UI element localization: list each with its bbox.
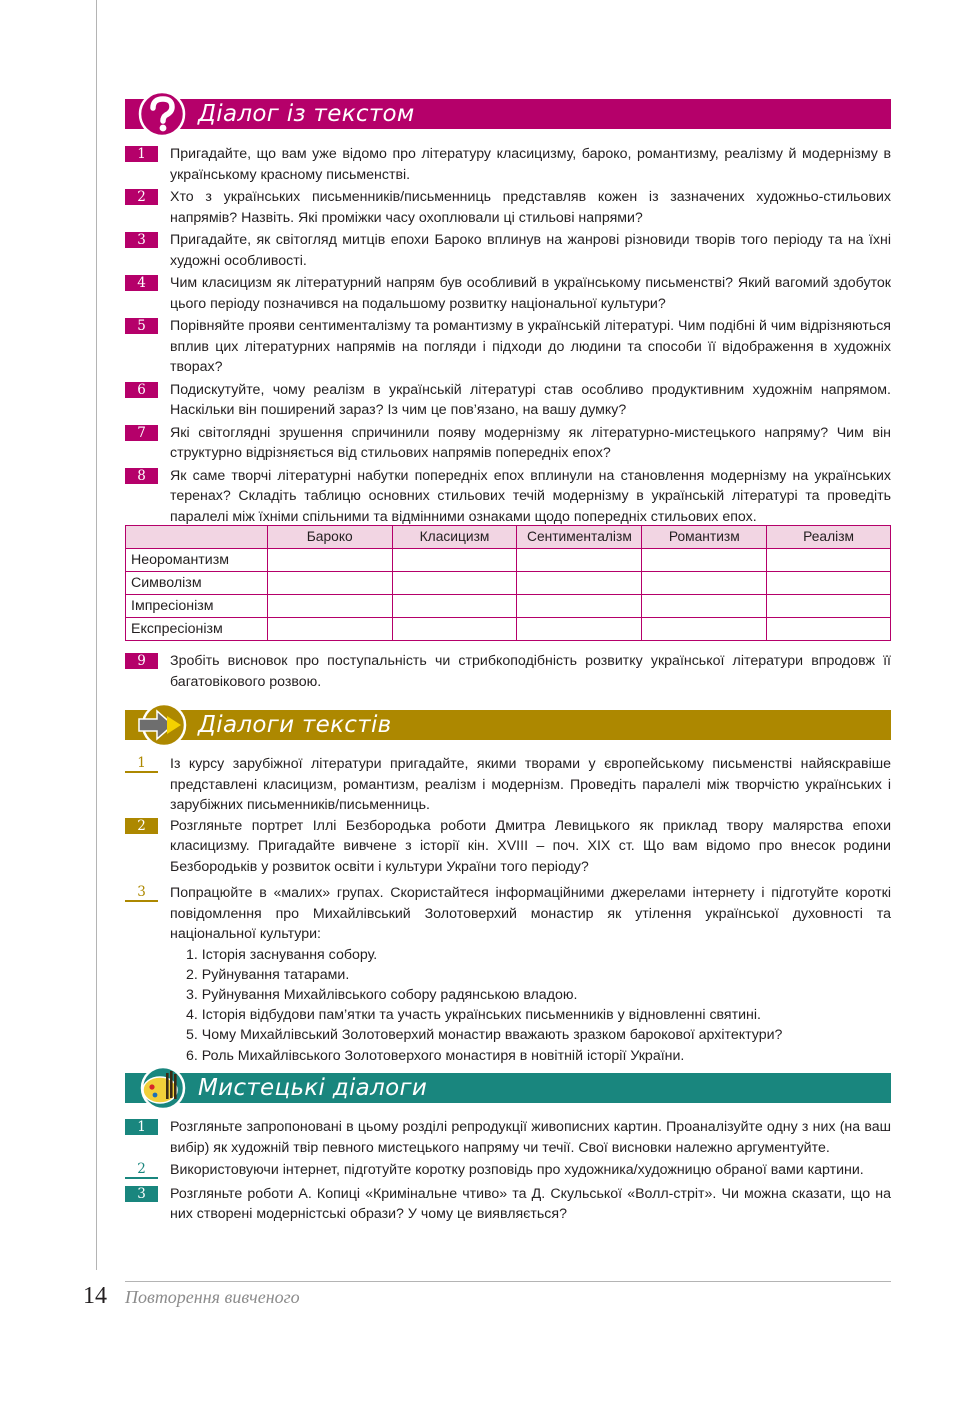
list-item bbox=[125, 144, 891, 185]
item-text: Із курсу зарубіжної літератури пригадайте, якими творами у європейському письменстві найяскравіше представлені класицизм, романтизм, реалізм і модернізм. Проведіть паралелі між творчістю українських і зарубіжних письменників/письменниць. bbox=[170, 756, 891, 813]
list-item bbox=[125, 754, 891, 816]
table-cell bbox=[642, 595, 767, 618]
table-row bbox=[126, 618, 891, 641]
item-text: Використовуючи інтернет, підготуйте коротку розповідь про художника/художницю обраної вами картини. bbox=[170, 1162, 864, 1178]
table-cell bbox=[642, 549, 767, 572]
table-header-cell bbox=[126, 526, 268, 549]
table-cell bbox=[267, 549, 392, 572]
sub-list-item: 2. Руйнування татарами. bbox=[186, 966, 350, 983]
item-text: Пригадайте, що вам уже відомо про літературу класицизму, бароко, романтизму, реалізму й модернізму в українському красному письменстві. bbox=[170, 146, 891, 183]
section3-items bbox=[125, 1117, 891, 1225]
item-number: 2 bbox=[125, 1161, 158, 1179]
sub-list bbox=[170, 945, 891, 1066]
item-number: 4 bbox=[125, 275, 158, 291]
table-row-label: Експресіонізм bbox=[126, 618, 268, 641]
table-cell bbox=[642, 572, 767, 595]
page-number: 14 bbox=[83, 1283, 107, 1309]
table-header-cell: Сентименталізм bbox=[517, 526, 642, 549]
list-item bbox=[125, 1117, 891, 1158]
section-header-art-dialogs bbox=[125, 1073, 891, 1103]
list-item bbox=[125, 1184, 891, 1225]
item-text: Попрацюйте в «малих» групах. Скористайтеся інформаційними джерелами інтернету і підготуйте короткі повідомлення про Михайлівський Золотоверхий монастир як утілення української духовності та національної культури: bbox=[170, 885, 891, 942]
page-margin-line bbox=[96, 0, 97, 1270]
item-text: Подискутуйте, чому реалізм в українській літературі став особливо продуктивним художнім напрямом. Наскільки він поширений зараз? Із чим це пов’язано, на вашу думку? bbox=[170, 381, 891, 418]
table-cell bbox=[392, 595, 517, 618]
section-title: Діалоги текстів bbox=[198, 712, 392, 738]
section-header-dialogs-of-texts bbox=[125, 710, 891, 740]
palette-brushes-icon bbox=[137, 1065, 189, 1111]
list-item bbox=[125, 316, 891, 378]
section-title: Мистецькі діалоги bbox=[198, 1075, 428, 1101]
table-row-label: Неоромантизм bbox=[126, 549, 268, 572]
table-cell bbox=[767, 549, 891, 572]
table-cell bbox=[267, 618, 392, 641]
list-item bbox=[125, 187, 891, 228]
table-row bbox=[126, 595, 891, 618]
table-header-row bbox=[126, 526, 891, 549]
table-cell bbox=[517, 572, 642, 595]
arrows-dialog-icon bbox=[137, 702, 189, 748]
table-cell bbox=[517, 549, 642, 572]
table-cell bbox=[642, 618, 767, 641]
table-cell bbox=[767, 595, 891, 618]
table-cell bbox=[767, 572, 891, 595]
table-row-label: Імпресіонізм bbox=[126, 595, 268, 618]
table-cell bbox=[392, 549, 517, 572]
list-item bbox=[125, 380, 891, 421]
item-text: Пригадайте, як світогляд митців епохи Бароко вплинув на жанрові різновиди творів того періоду та на їхні художні особливості. bbox=[170, 232, 891, 269]
section-header-dialog-with-text bbox=[125, 99, 891, 129]
table-row bbox=[126, 549, 891, 572]
item-number: 9 bbox=[125, 653, 158, 669]
item-text: Розгляньте роботи А. Копиці «Кримінальне чтиво» та Д. Скульської «Волл-стріт». Чи можна сказати, що на них створені модерністські образи? У чому це виявляється? bbox=[170, 1185, 891, 1222]
styles-comparison-table bbox=[125, 525, 891, 641]
item-number: 1 bbox=[125, 755, 158, 773]
item-text: Чим класицизм як літературний напрям був особливий в українському письменстві? Який вагомий здобуток цього періоду позначився на подальшому розвитку національної культури? bbox=[170, 275, 891, 312]
item-text: Які світоглядні зрушення спричинили появу модернізму як літературно-мистецького напряму? Чим він структурно відрізняється від стильових напрямів попередніх епох? bbox=[170, 424, 891, 461]
item-text: Порівняйте прояви сентименталізму та романтизму в українській літературі. Чим подібні й чим відрізняються вплив цих літературних напрямів на погляди і підходи до людини та способи її відображення в художніх творах? bbox=[170, 318, 891, 375]
table-cell bbox=[267, 595, 392, 618]
item-number: 3 bbox=[125, 232, 158, 248]
item-text: Хто з українських письменників/письменниць представляв кожен із зазначених художньо-стильових напрямів? Назвіть. Які проміжки часу охоплювали ці стильові напрями? bbox=[170, 189, 891, 226]
sub-list-item: 5. Чому Михайлівський Золотоверхий монастир вважають зразком барокової архітектури? bbox=[186, 1027, 783, 1044]
table-header-cell: Класицизм bbox=[392, 526, 517, 549]
section2-items bbox=[125, 754, 891, 1066]
table-row-label: Символізм bbox=[126, 572, 268, 595]
footer-section-title: Повторення вивченого bbox=[125, 1287, 300, 1307]
item-number: 1 bbox=[125, 1119, 158, 1135]
question-mark-icon bbox=[137, 91, 189, 137]
footer-divider bbox=[125, 1281, 891, 1282]
list-item bbox=[125, 883, 891, 1066]
table-header-cell: Романтизм bbox=[642, 526, 767, 549]
item-text: Розгляньте запропоновані в цьому розділі репродукції живописних картин. Проаналізуйте одну з них (на ваш вибір) як художній твір певного мистецького напряму чи течії. Свої висновки належно аргументуйте. bbox=[170, 1119, 891, 1156]
list-item bbox=[125, 651, 891, 692]
sub-list-item: 6. Роль Михайлівського Золотоверхого монастиря в новітній історії України. bbox=[186, 1047, 685, 1064]
item-text: Як саме творчі літературні набутки попередніх епох вплинули на становлення модернізму на українських теренах? Складіть таблицю основних стильових течій модернізму в українській літературі та проведіть паралелі між їхніми спільними та відмінними ознаками щодо попередніх стильових епох. bbox=[170, 467, 891, 525]
item-number: 5 bbox=[125, 318, 158, 334]
table-cell bbox=[767, 618, 891, 641]
sub-list-item: 1. Історія заснування собору. bbox=[186, 946, 378, 963]
item-number: 2 bbox=[125, 189, 158, 205]
item-number: 6 bbox=[125, 382, 158, 398]
item-number: 3 bbox=[125, 1186, 158, 1202]
section1-items bbox=[125, 144, 891, 527]
table-header-cell: Бароко bbox=[267, 526, 392, 549]
item-text: Зробіть висновок про поступальність чи стрибкоподібність розвитку української літератури впродовж її багатовікового розвою. bbox=[170, 653, 891, 690]
list-item bbox=[125, 273, 891, 314]
item-number: 8 bbox=[125, 468, 158, 484]
table-cell bbox=[392, 572, 517, 595]
table-header-cell: Реалізм bbox=[767, 526, 891, 549]
section-title: Діалог із текстом bbox=[198, 101, 415, 127]
item-number: 2 bbox=[125, 818, 158, 834]
item-number: 3 bbox=[125, 884, 158, 902]
section1-conclusion bbox=[125, 651, 891, 692]
sub-list-item: 3. Руйнування Михайлівського собору радянською владою. bbox=[186, 986, 578, 1003]
table-cell bbox=[392, 618, 517, 641]
table-cell bbox=[267, 572, 392, 595]
item-text: Розгляньте портрет Іллі Безбородька роботи Дмитра Левицького як приклад твору малярства епохи класицизму. Пригадайте вивчене з історії кін. XVIII – поч. XIX ст. Що вам відомо про внесок родини Безбородьків у розвиток освіти і культури України того періоду? bbox=[170, 817, 891, 875]
item-number: 7 bbox=[125, 425, 158, 441]
table-cell bbox=[517, 595, 642, 618]
list-item bbox=[125, 466, 891, 528]
list-item bbox=[125, 230, 891, 271]
table-cell bbox=[517, 618, 642, 641]
item-number: 1 bbox=[125, 146, 158, 162]
list-item bbox=[125, 1160, 891, 1181]
sub-list-item: 4. Історія відбудови пам’ятки та участь українських письменників у відновленні святині. bbox=[186, 1007, 761, 1024]
list-item bbox=[125, 816, 891, 878]
list-item bbox=[125, 423, 891, 464]
table-row bbox=[126, 572, 891, 595]
